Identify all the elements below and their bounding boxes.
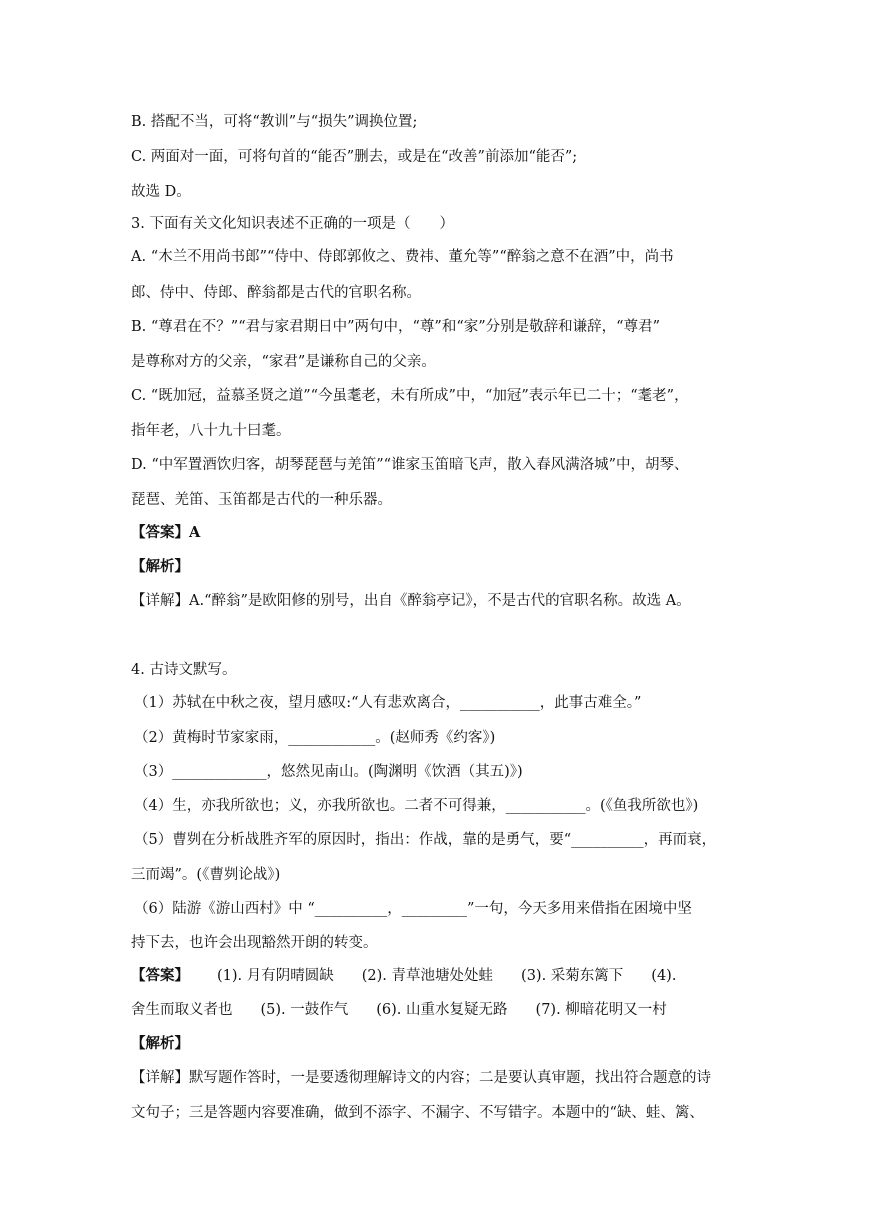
answer-4-item: 舍生而取义者也 (131, 1002, 233, 1018)
conclusion: 故选 D。 (131, 184, 191, 200)
answer-4-line-1 (131, 966, 764, 986)
question-4-stem: 4. 古诗文默写。 (131, 662, 237, 678)
question-4-item-4: （4）生，亦我所欲也；义，亦我所欲也。二者不可得兼，___________。(《鱼我所欲也》) (134, 798, 699, 814)
question-3-option-b-cont: 是尊称对方的父亲，“家君”是谦称自己的父亲。 (131, 354, 436, 370)
question-4-item-2: （2）黄梅时节家家雨，____________。(赵师秀《约客》) (134, 730, 496, 746)
analysis-4-heading: 【解析】 (131, 1035, 189, 1052)
answer-4-item: (7). 柳暗花明又一村 (535, 1002, 667, 1018)
detail-4-line-1: 【详解】默写题作答时，一是要透彻理解诗文的内容；二是要认真审题，找出符合题意的诗 (131, 1070, 711, 1086)
answer-4-item: (6). 山重水复疑无路 (376, 1002, 508, 1018)
question-4-item-1: （1）苏轼在中秋之夜，望月感叹:“人有悲欢离合，___________，此事古难全。” (134, 695, 642, 711)
answer-4-label: 【答案】 (131, 967, 189, 984)
question-4-item-5-cont: 三而竭”。(《曹刿论战》) (131, 867, 281, 883)
question-3-option-b: B. “尊君在不？”“君与家君期日中”两句中，“尊”和“家”分别是敬辞和谦辞，“尊君” (131, 319, 660, 335)
detail-3: 【详解】A.“醉翁”是欧阳修的别号，出自《醉翁亭记》，不是古代的官职名称。故选 A。 (131, 593, 691, 609)
explanation-c: C. 两面对一面，可将句首的“能否”删去，或是在“改善”前添加“能否”; (131, 149, 578, 165)
question-4-item-6-cont: 持下去，也许会出现豁然开朗的转变。 (131, 935, 378, 951)
question-4-item-5: （5）曹刿在分析战胜齐军的原因时，指出：作战，靠的是勇气，要“__________，再而衰， (134, 832, 717, 848)
question-4-item-6: （6）陆游《游山西村》中 “__________，_________”一句，今天多用来借指在困境中坚 (134, 901, 692, 917)
question-3-option-a: A. “木兰不用尚书郎”“侍中、侍郎郭攸之、费祎、董允等”“醉翁之意不在酒”中，尚书 (131, 249, 674, 265)
question-3-option-c: C. “既加冠，益慕圣贤之道”“今虽耄老，未有所成”中，“加冠”表示年已二十；“耄老”， (131, 388, 689, 404)
question-4-item-3: （3）_____________，悠然见南山。(陶渊明《饮酒（其五)》) (134, 764, 523, 780)
answer-4-item: (4). (651, 968, 677, 984)
question-3-option-c-cont: 指年老，八十九十曰耄。 (131, 423, 291, 439)
explanation-b: B. 搭配不当，可将“教训”与“损失”调换位置; (131, 114, 418, 130)
answer-4-item: (1). 月有阴晴圆缺 (217, 968, 334, 984)
answer-3: 【答案】A (131, 524, 201, 541)
answer-4-item: (5). 一鼓作气 (260, 1002, 349, 1018)
answer-4-line-2 (131, 1000, 764, 1020)
detail-4-line-2: 文句子；三是答题内容要准确，做到不添字、不漏字、不写错字。本题中的“缺、蛙、篱、 (131, 1105, 704, 1121)
question-3-option-d-cont: 琵琶、羌笛、玉笛都是古代的一种乐器。 (131, 492, 392, 508)
answer-4-item: (3). 采菊东篱下 (521, 968, 624, 984)
answer-4-item: (2). 青草池塘处处蛙 (361, 968, 494, 984)
analysis-3-heading: 【解析】 (131, 558, 189, 575)
question-3-option-d: D. “中军置酒饮归客，胡琴琵琶与羌笛”“谁家玉笛暗飞声，散入春风满洛城”中，胡琴、 (131, 457, 689, 473)
question-3-stem: 3. 下面有关文化知识表述不正确的一项是（ ） (131, 216, 454, 232)
question-3-option-a-cont: 郎、侍中、侍郎、醉翁都是古代的官职名称。 (131, 285, 421, 301)
